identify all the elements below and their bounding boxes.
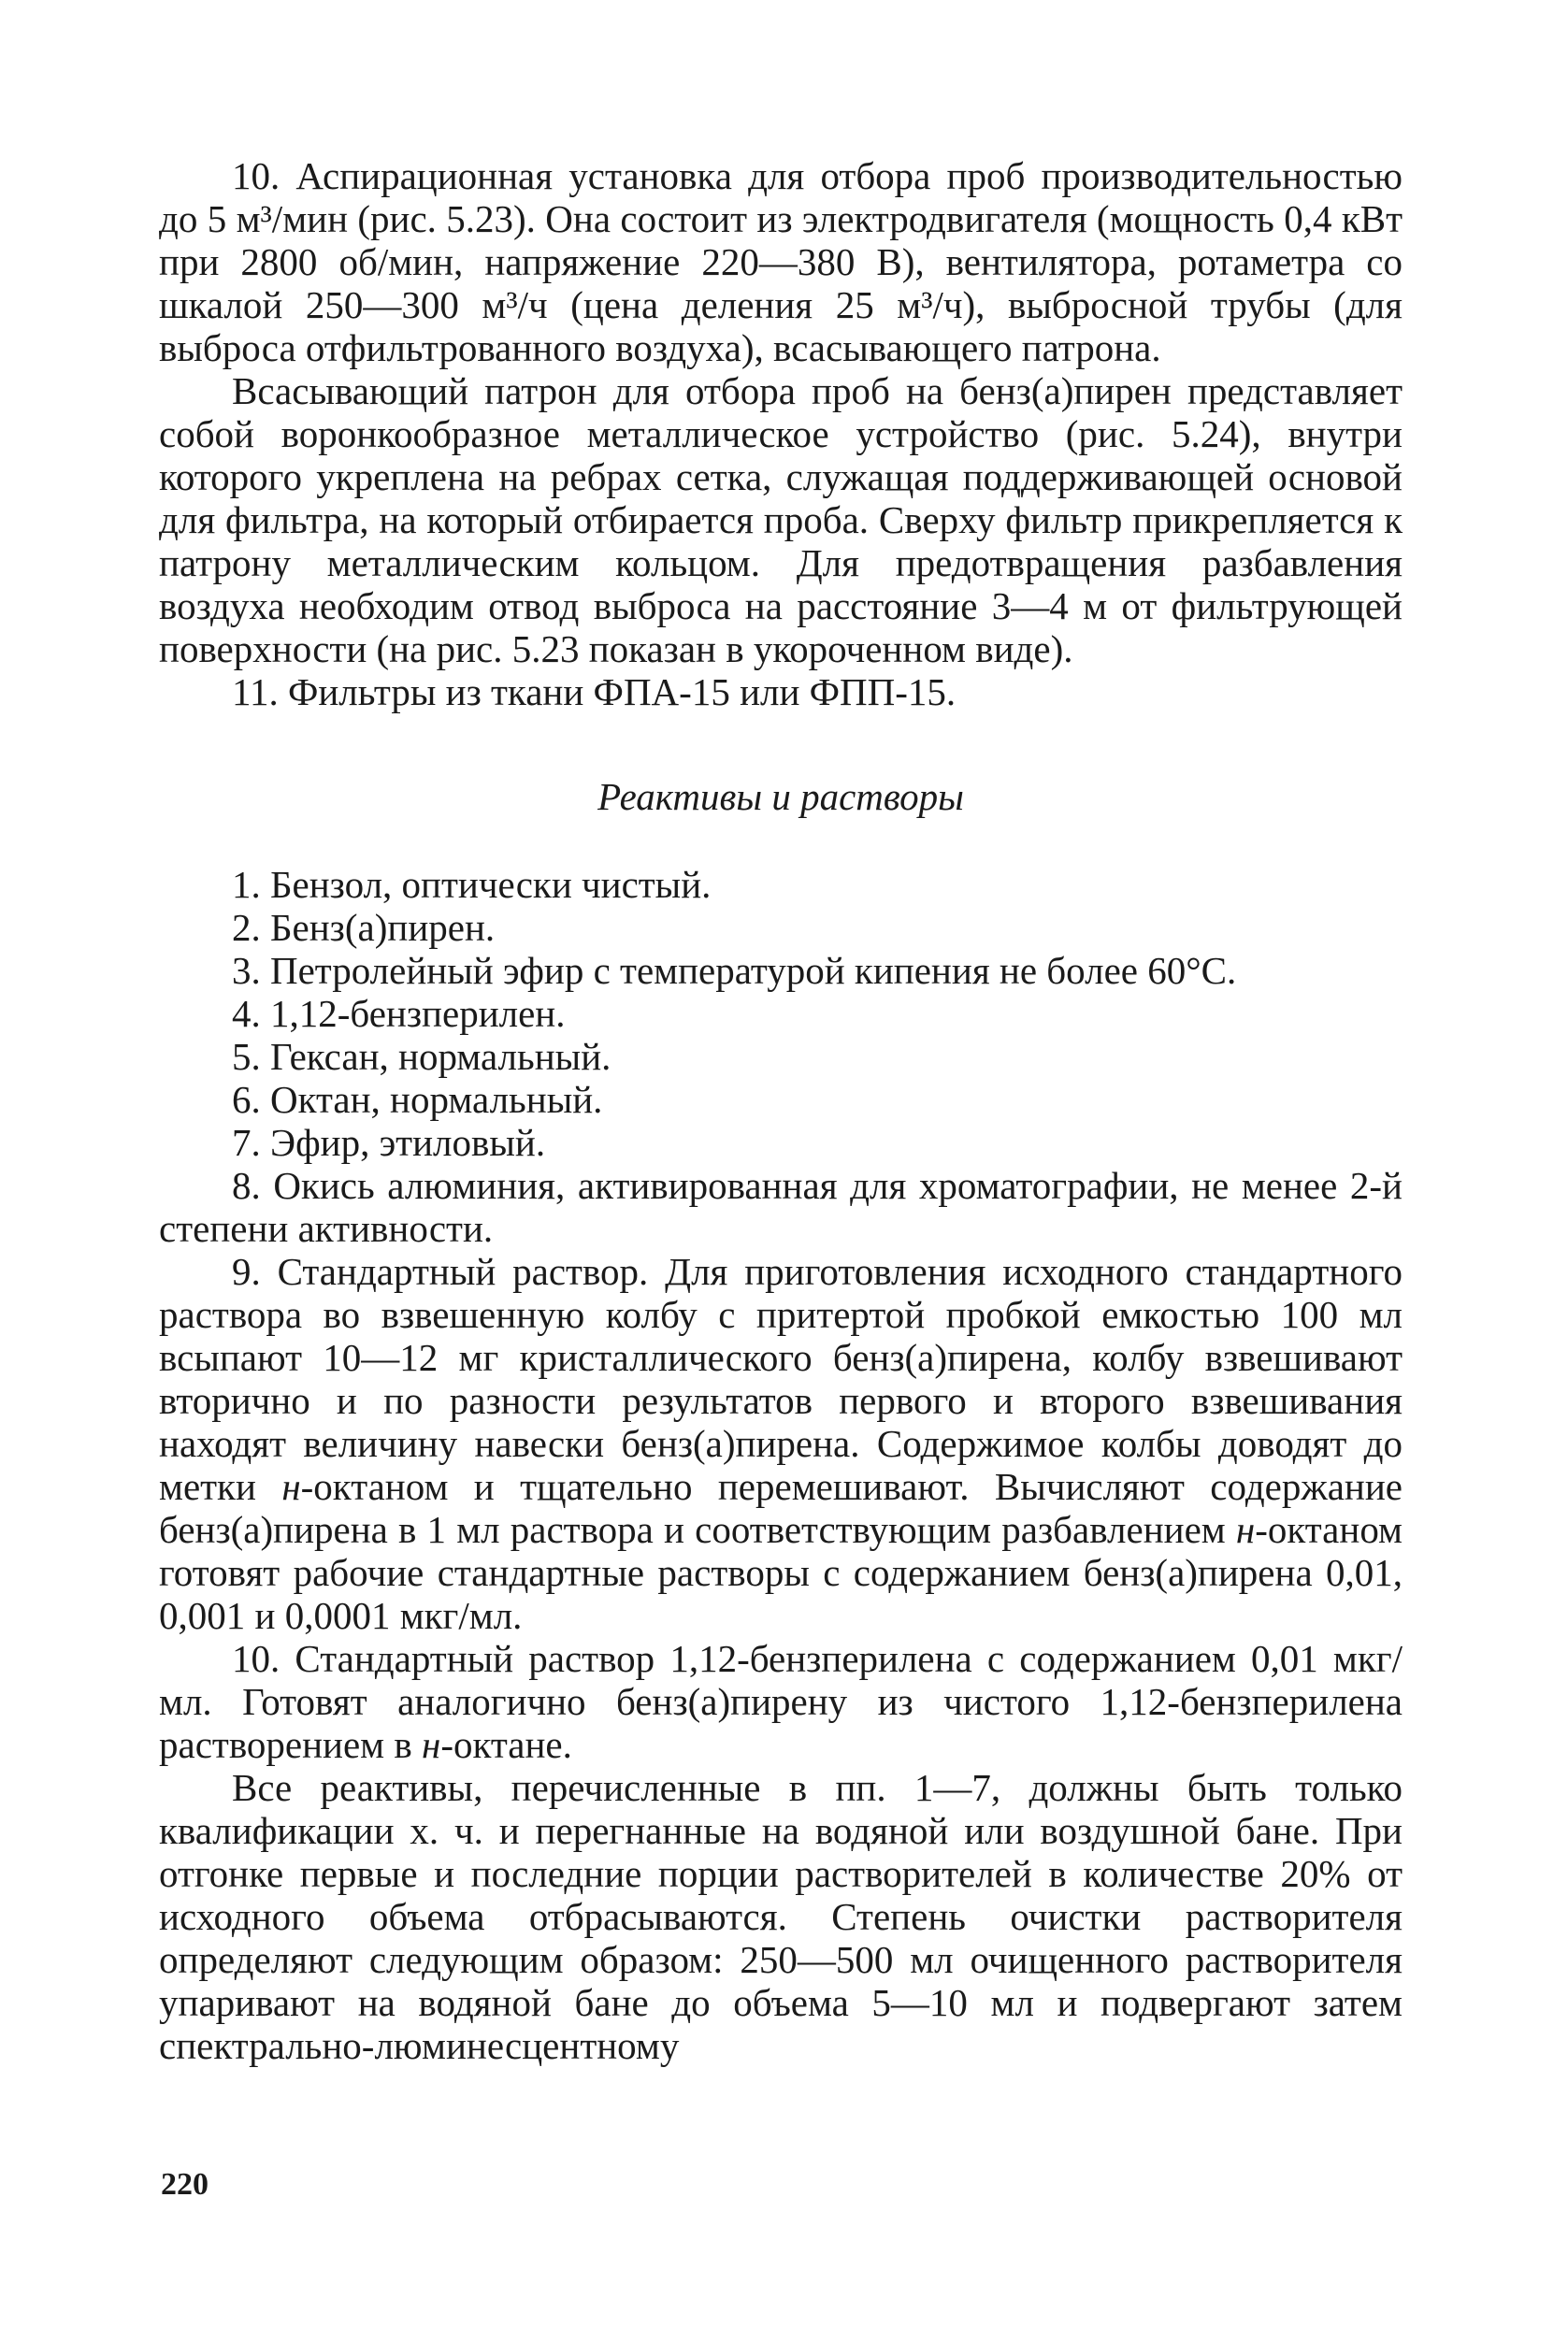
- text-run: 10. Стандартный раствор 1,12-бензперилена с содержанием 0,01 мкг/мл. Готовят аналогично бенз(а)пирену из чистого 1,12-бензперилена растворением в: [159, 1637, 1403, 1766]
- paragraph-aspiration-unit: 10. Аспирационная установка для отбора проб производительностью до 5 м³/мин (рис. 5.23). Она состоит из электродвигателя (мощность 0,4 кВт при 2800 об/мин, напряжение 220—380 В), вентилятора, ротаметра со шкалой 250—300 м³/ч (цена деления 25 м³/ч), выбросной трубы (для выброса отфильтрованного воздуха), всасывающего патрона.: [159, 154, 1403, 369]
- reagent-item: 4. 1,12-бензперилен.: [232, 992, 566, 1035]
- text-run: -октаном готовят рабочие стандартные растворы с содержанием бенз(а)пирена 0,01, 0,001 и 0,0001 мкг/мл.: [159, 1508, 1403, 1637]
- page-number: 220: [161, 2167, 209, 2202]
- italic-n: н: [1235, 1508, 1256, 1551]
- italic-n: н: [421, 1723, 441, 1766]
- reagent-item: 8. Окись алюминия, активированная для хроматографии, не менее 2-й степени активности.: [159, 1164, 1403, 1250]
- text-run: -октане.: [440, 1723, 572, 1766]
- reagent-item-standard-solution: [159, 1250, 1403, 1637]
- text-run: 9. Стандартный раствор. Для приготовления исходного стандартного раствора во взвешенную колбу с притертой пробкой емкостью 100 мл всыпают 10—12 мг кристаллического бенз(а)пирена, колбу взвешивают вторично и по разности результатов первого и второго взвешивания находят величину навески бенз(а)пирена. Содержимое колбы доводят до метки: [159, 1250, 1403, 1508]
- reagent-item: 1. Бензол, оптически чистый.: [232, 863, 712, 906]
- section-title: Реактивы и растворы: [597, 775, 964, 818]
- reagent-item: 3. Петролейный эфир с температурой кипения не более 60°С.: [232, 949, 1237, 992]
- paragraph-suction-cartridge: Всасывающий патрон для отбора проб на бенз(а)пирен представляет собой воронкообразное металлическое устройство (рис. 5.24), внутри которого укреплена на ребрах сетка, служащая поддерживающей основой для фильтра, на который отбирается проба. Сверху фильтр прикрепляется к патрону металлическим кольцом. Для предотвращения разбавления воздуха необходим отвод выброса на расстояние 3—4 м от фильтрующей поверхности (на рис. 5.23 показан в укороченном виде).: [159, 369, 1403, 670]
- paragraph-reagent-quality: Все реактивы, перечисленные в пп. 1—7, должны быть только квалификации х. ч. и перегнанные на водяной или воздушной бане. При отгонке первые и последние порции растворителей в количестве 20% от исходного объема отбрасываются. Степень очистки растворителя определяют следующим образом: 250—500 мл очищенного растворителя упаривают на водяной бане до объема 5—10 мл и подвергают затем спектрально-люминесцентному: [159, 1766, 1403, 2067]
- italic-n: н: [281, 1465, 301, 1508]
- text-run: -октаном и тщательно перемешивают. Вычисляют содержание бенз(а)пирена в 1 мл раствора и соответствующим разбавлением: [159, 1465, 1403, 1551]
- reagent-item: 2. Бенз(а)пирен.: [232, 906, 496, 949]
- paragraph-filters: 11. Фильтры из ткани ФПА-15 или ФПП-15.: [232, 670, 957, 713]
- reagents-list: [159, 863, 1403, 1766]
- reagent-item: 6. Октан, нормальный.: [232, 1078, 603, 1121]
- reagent-item-benzperylene-solution: [159, 1637, 1403, 1766]
- reagent-item: 7. Эфир, этиловый.: [232, 1121, 546, 1164]
- body-text: [159, 154, 1403, 2067]
- reagent-item: 5. Гексан, нормальный.: [232, 1035, 611, 1078]
